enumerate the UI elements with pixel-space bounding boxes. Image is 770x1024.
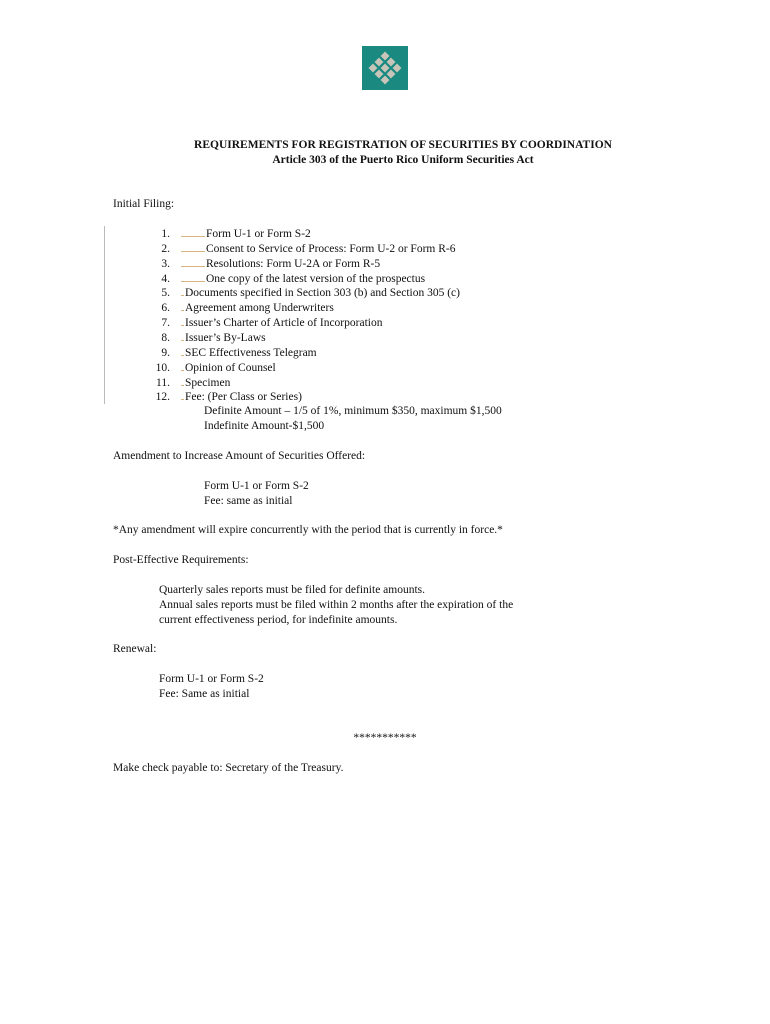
list-item bbox=[181, 242, 455, 257]
list-item-text: Fee: (Per Class or Series) bbox=[185, 391, 302, 403]
list-item bbox=[181, 301, 334, 316]
list-item-text: Resolutions: Form U-2A or Form R-5 bbox=[206, 258, 381, 270]
list-item bbox=[181, 390, 302, 405]
fee-line-indefinite: Indefinite Amount-$1,500 bbox=[204, 420, 325, 432]
list-item-number: 6. bbox=[161, 302, 170, 314]
list-item-number: 7. bbox=[161, 317, 170, 329]
list-item-text: Form U-1 or Form S-2 bbox=[206, 228, 311, 240]
agency-logo-icon bbox=[362, 46, 408, 90]
renewal-fee-line: Fee: Same as initial bbox=[159, 688, 250, 700]
fill-in-blank bbox=[181, 316, 184, 326]
list-item-text: Specimen bbox=[185, 377, 231, 389]
fill-in-blank bbox=[181, 301, 184, 311]
amendment-note: *Any amendment will expire concurrently with the period that is currently in force.* bbox=[113, 524, 503, 536]
list-item-text: Issuer’s By-Laws bbox=[185, 332, 266, 344]
list-item bbox=[181, 361, 276, 376]
amendment-form-line: Form U-1 or Form S-2 bbox=[204, 480, 309, 492]
fee-line-definite: Definite Amount – 1/5 of 1%, minimum $350, maximum $1,500 bbox=[204, 405, 502, 417]
renewal-form-line: Form U-1 or Form S-2 bbox=[159, 673, 264, 685]
fill-in-blank bbox=[181, 257, 205, 267]
list-item-text: SEC Effectiveness Telegram bbox=[185, 347, 317, 359]
list-item-number: 8. bbox=[161, 332, 170, 344]
list-item bbox=[181, 376, 230, 391]
post-effective-heading: Post-Effective Requirements: bbox=[113, 554, 249, 566]
list-item bbox=[181, 286, 460, 301]
renewal-heading: Renewal: bbox=[113, 643, 157, 655]
fill-in-blank bbox=[181, 227, 205, 237]
post-effective-line: Annual sales reports must be filed within 2 months after the expiration of the bbox=[159, 599, 514, 611]
margin-rule bbox=[104, 226, 105, 404]
list-item-number: 10. bbox=[155, 362, 170, 374]
list-item-number: 11. bbox=[156, 377, 170, 389]
fill-in-blank bbox=[181, 346, 184, 356]
list-item-number: 5. bbox=[161, 287, 170, 299]
fill-in-blank bbox=[181, 331, 184, 341]
initial-filing-heading: Initial Filing: bbox=[113, 198, 175, 210]
list-item bbox=[181, 272, 425, 287]
list-item-text: Agreement among Underwriters bbox=[185, 302, 334, 314]
list-item-text: Consent to Service of Process: Form U-2 or Form R-6 bbox=[206, 243, 456, 255]
list-item-number: 1. bbox=[161, 228, 170, 240]
list-item bbox=[181, 257, 380, 272]
list-item-number: 12. bbox=[155, 391, 170, 403]
document-subtitle: Article 303 of the Puerto Rico Uniform Securities Act bbox=[272, 154, 534, 166]
post-effective-line: Quarterly sales reports must be filed for definite amounts. bbox=[159, 584, 426, 596]
list-item-text: Opinion of Counsel bbox=[185, 362, 276, 374]
list-item-number: 3. bbox=[161, 258, 170, 270]
amendment-fee-line: Fee: same as initial bbox=[204, 495, 293, 507]
list-item-number: 9. bbox=[161, 347, 170, 359]
fill-in-blank bbox=[181, 376, 184, 386]
separator: *********** bbox=[353, 732, 417, 744]
fill-in-blank bbox=[181, 242, 205, 252]
list-item-number: 2. bbox=[161, 243, 170, 255]
document-title: REQUIREMENTS FOR REGISTRATION OF SECURITIES BY COORDINATION bbox=[194, 139, 612, 151]
list-item-number: 4. bbox=[161, 273, 170, 285]
post-effective-line: current effectiveness period, for indefinite amounts. bbox=[159, 614, 398, 626]
list-item-text: Documents specified in Section 303 (b) and Section 305 (c) bbox=[185, 287, 460, 299]
payable-line: Make check payable to: Secretary of the Treasury. bbox=[113, 762, 344, 774]
fill-in-blank bbox=[181, 286, 184, 296]
list-item-text: Issuer’s Charter of Article of Incorporation bbox=[185, 317, 383, 329]
list-item bbox=[181, 331, 266, 346]
fill-in-blank bbox=[181, 272, 205, 282]
list-item-text: One copy of the latest version of the prospectus bbox=[206, 273, 426, 285]
amendment-heading: Amendment to Increase Amount of Securities Offered: bbox=[113, 450, 366, 462]
fill-in-blank bbox=[181, 361, 184, 371]
list-item bbox=[181, 227, 311, 242]
list-item bbox=[181, 316, 382, 331]
list-item bbox=[181, 346, 317, 361]
fill-in-blank bbox=[181, 390, 184, 400]
